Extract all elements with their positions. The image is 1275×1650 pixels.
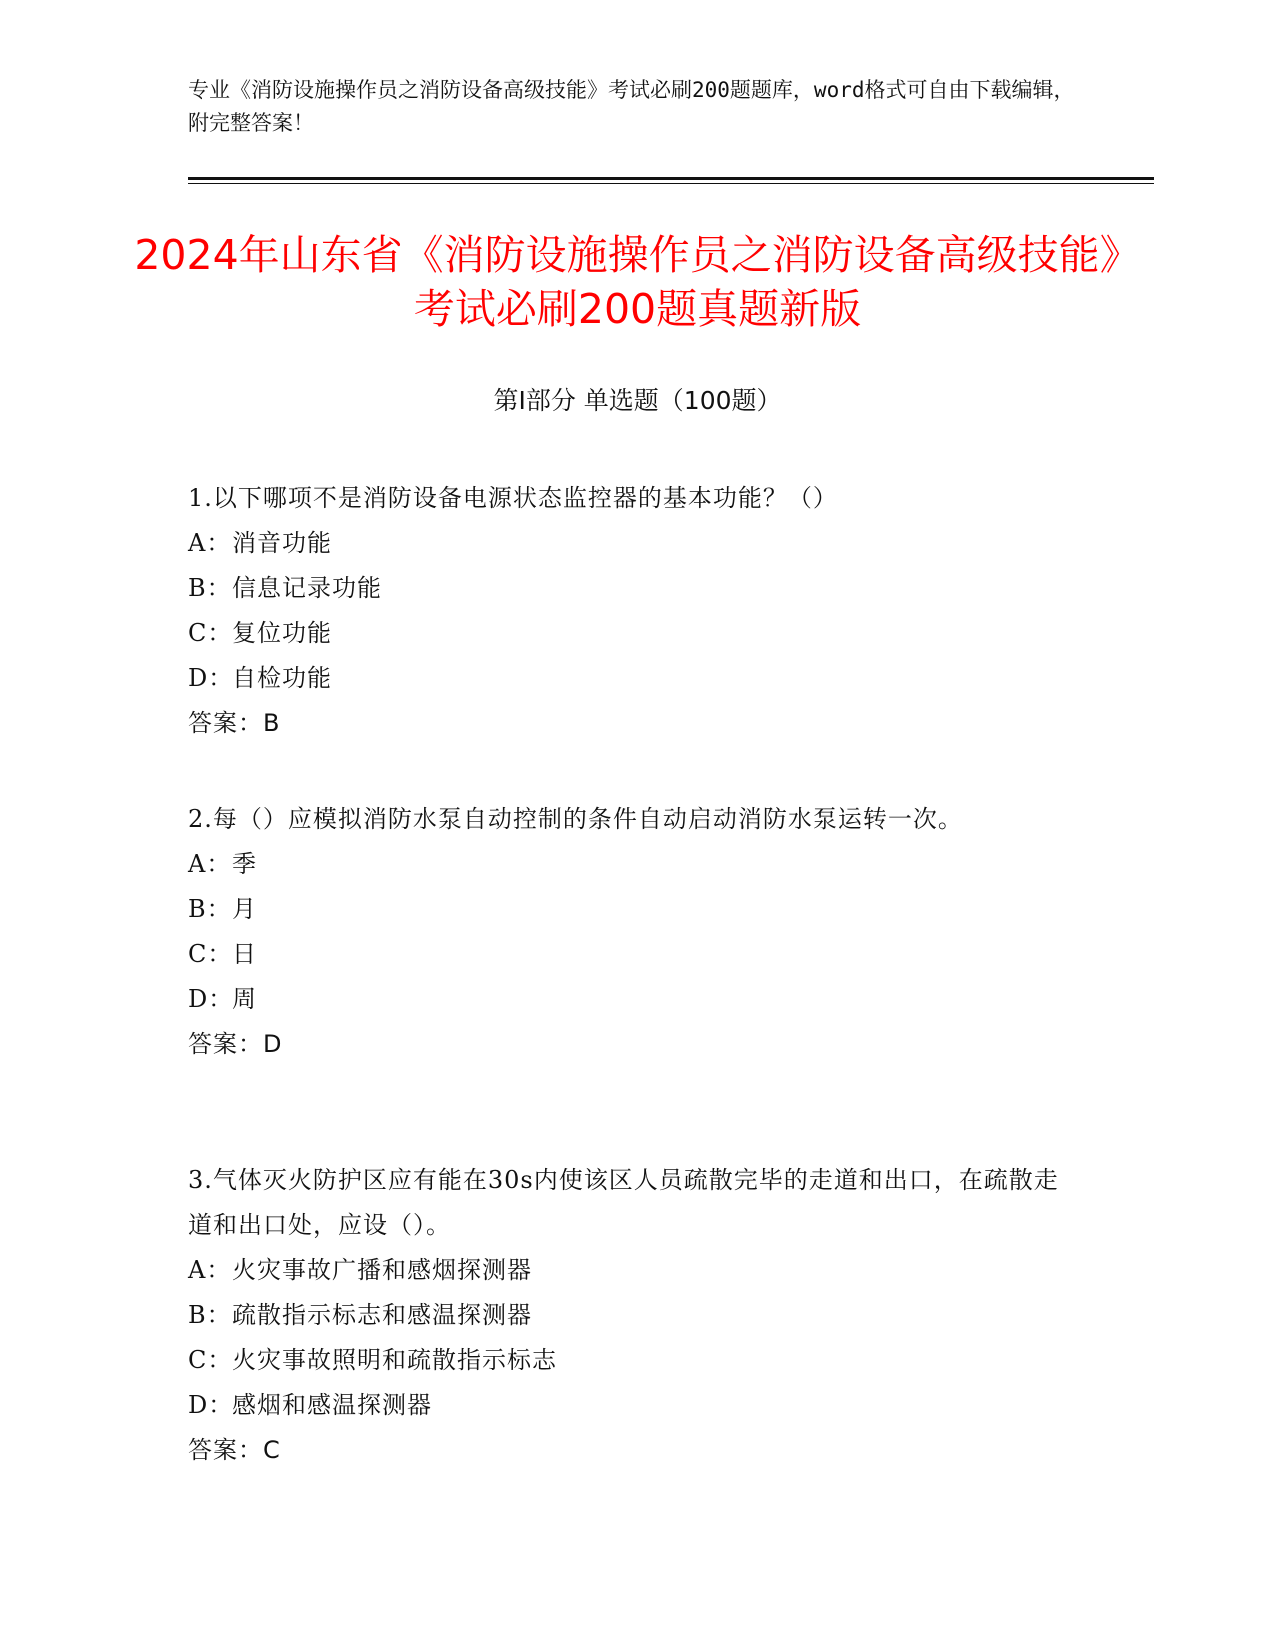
option-text: 火灾事故照明和疏散指示标志 [232,1346,557,1374]
option-letter: B： [188,895,232,923]
option-a [188,1248,1068,1293]
answer-value: D [263,1030,283,1058]
option-letter: D： [188,985,234,1013]
option-b [188,887,1068,932]
option-a [188,521,1068,566]
option-a [188,842,1068,887]
question-1 [188,476,1068,746]
question-stem: 3.气体灭火防护区应有能在30s内使该区人员疏散完毕的走道和出口，在疏散走道和出口处，应设（）。 [188,1166,1059,1239]
answer-line [188,1428,1068,1473]
answer-label: 答案： [188,1030,263,1058]
document-title: 2024年山东省《消防设施操作员之消防设备高级技能》考试必刷200题真题新版 [134,231,1141,333]
question-stem: 2.每（）应模拟消防水泵自动控制的条件自动启动消防水泵运转一次。 [188,805,963,833]
header-note: 专业《消防设施操作员之消防设备高级技能》考试必刷200题题库，word格式可自由下载编辑，附完整答案！ [188,78,1075,135]
header-divider-thin [188,183,1154,184]
question-3 [188,1158,1068,1473]
option-letter: A： [188,850,232,878]
option-letter: B： [188,574,232,602]
option-d [188,656,1068,701]
answer-line [188,1022,1068,1067]
option-c [188,611,1068,656]
option-letter: D： [188,1391,234,1419]
option-letter: A： [188,1256,232,1284]
option-letter: A： [188,529,232,557]
option-letter: D： [188,664,234,692]
section-heading: 第Ⅰ部分 单选题（100题） [493,386,782,415]
option-text: 日 [232,940,257,968]
option-text: 自检功能 [232,664,332,692]
option-text: 复位功能 [232,619,332,647]
option-letter: C： [188,619,233,647]
option-c [188,932,1068,977]
option-text: 消音功能 [232,529,332,557]
option-letter: B： [188,1301,232,1329]
question-2 [188,797,1068,1067]
option-text: 信息记录功能 [232,574,382,602]
answer-label: 答案： [188,1436,263,1464]
question-stem: 1.以下哪项不是消防设备电源状态监控器的基本功能？（） [188,484,838,512]
header-divider-thick [188,177,1154,180]
option-letter: C： [188,940,233,968]
option-text: 疏散指示标志和感温探测器 [232,1301,532,1329]
option-text: 周 [232,985,257,1013]
option-b [188,566,1068,611]
option-text: 火灾事故广播和感烟探测器 [232,1256,532,1284]
option-b [188,1293,1068,1338]
answer-line [188,701,1068,746]
option-letter: C： [188,1346,233,1374]
option-text: 月 [232,895,257,923]
answer-value: C [263,1436,281,1464]
answer-value: B [263,709,281,737]
option-c [188,1338,1068,1383]
option-text: 季 [232,850,257,878]
option-text: 感烟和感温探测器 [232,1391,432,1419]
answer-label: 答案： [188,709,263,737]
option-d [188,1383,1068,1428]
option-d [188,977,1068,1022]
